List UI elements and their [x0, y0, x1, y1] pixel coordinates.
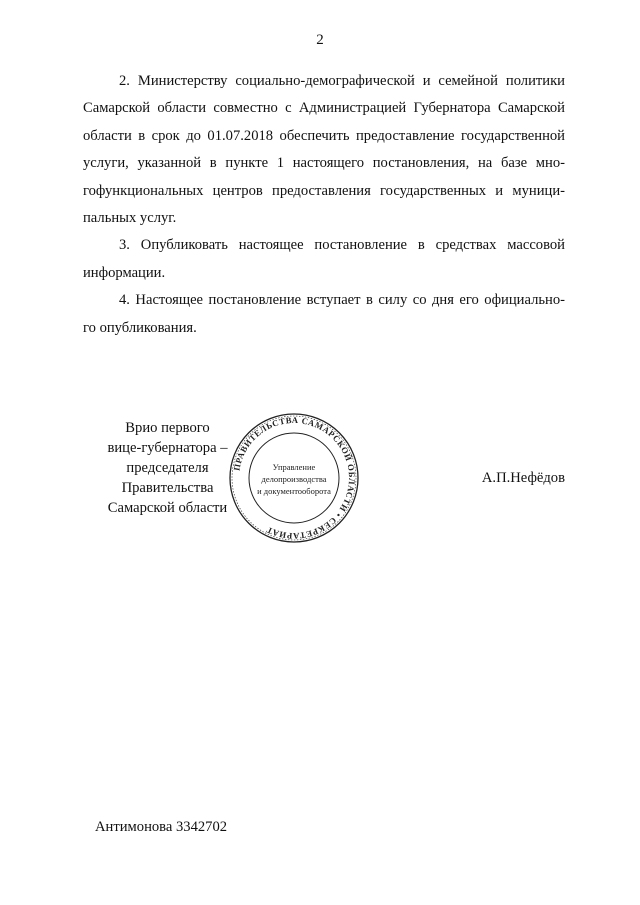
- paragraph-line: 2. Министерству социально-демографической и семейной политики: [119, 73, 565, 89]
- executor-note: Антимонова 3342702: [95, 819, 228, 835]
- paragraph-line: го опубликования.: [83, 319, 197, 336]
- paragraph-line: 4. Настоящее постановление вступает в силу со дня его официально-: [119, 292, 565, 309]
- official-seal: [228, 412, 360, 544]
- paragraph-2: [83, 68, 565, 232]
- seal-outer-text: ПРАВИТЕЛЬСТВА САМАРСКОЙ ОБЛАСТИ • СЕКРЕТАРИАТ: [231, 414, 358, 542]
- paragraph-3: [83, 232, 565, 287]
- position-line: вице-губернатора –: [107, 440, 228, 456]
- paragraph-line: услуги, указанной в пункте 1 настоящего постановления, на базе мно-: [83, 155, 565, 172]
- position-line: председателя Правительства: [121, 460, 214, 496]
- paragraph-line: гофункциональных центров предоставления государственных и муници-: [83, 182, 565, 199]
- paragraph-line: пальных услуг.: [83, 210, 177, 227]
- document-body: [83, 68, 565, 342]
- paragraph-line: Самарской области совместно с Администрацией Губернатора Самарской: [83, 100, 565, 117]
- paragraph-line: 3. Опубликовать настоящее постановление в средствах массовой: [119, 237, 565, 254]
- paragraph-4: [83, 287, 565, 342]
- signatory-name: А.П.Нефёдов: [481, 470, 565, 486]
- position-line: Самарской области: [107, 500, 228, 516]
- seal-inner-line: Управление: [272, 462, 316, 472]
- position-line: Врио первого: [125, 420, 210, 436]
- paragraph-line: области в срок до 01.07.2018 обеспечить предоставление государственной: [83, 127, 565, 144]
- page-number: 2: [316, 32, 324, 48]
- seal-inner-line: делопроизводства: [261, 474, 327, 484]
- paragraph-line: информации.: [83, 264, 166, 281]
- seal-inner-line: и документооборота: [257, 486, 331, 496]
